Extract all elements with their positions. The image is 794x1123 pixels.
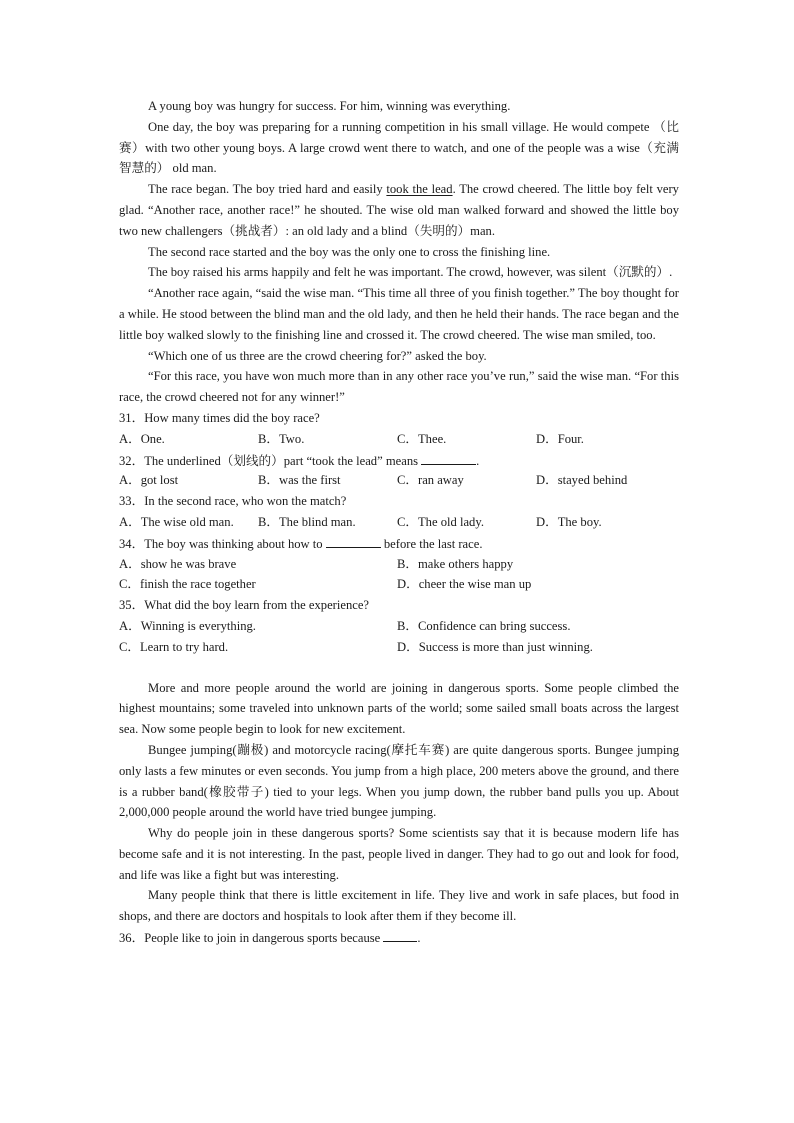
option-b[interactable]: B．make others happy: [397, 556, 514, 571]
option-b[interactable]: B．Two.: [258, 431, 305, 446]
passage2-paragraph: Many people think that there is little excitement in life. They live and work in safe places, but food in shops, and there are doctors and hospitals to look after them if they become ill.: [119, 888, 679, 924]
underlined-phrase: took the lead: [386, 182, 453, 197]
options-row-33: [119, 512, 679, 533]
option-a[interactable]: A．Winning is everything.: [119, 618, 256, 633]
passage2-paragraph: Why do people join in these dangerous sports? Some scientists say that it is because modern life has become safe and it is not interesting. In the past, people lived in danger. They had to go out and look for food, and life was like a fight but was interesting.: [119, 826, 679, 882]
option-b[interactable]: B．The blind man.: [258, 514, 356, 529]
passage1-paragraph: A young boy was hungry for success. For him, winning was everything.: [148, 99, 511, 113]
option-d[interactable]: D．cheer the wise man up: [397, 577, 532, 592]
option-c[interactable]: C．Thee.: [397, 431, 447, 446]
passage1-paragraph: [119, 179, 679, 241]
options-row-35-cd: [119, 637, 679, 658]
question-stem-32: [119, 450, 679, 471]
worksheet-page: [119, 96, 679, 948]
option-a[interactable]: A．show he was brave: [119, 556, 237, 571]
option-b[interactable]: B．Confidence can bring success.: [397, 618, 571, 633]
stem-text: before the last race.: [380, 536, 483, 551]
option-c[interactable]: C．finish the race together: [119, 577, 256, 592]
options-row-35-ab: [119, 616, 679, 637]
question-stem-36: [119, 927, 679, 948]
option-c[interactable]: C．ran away: [397, 473, 464, 488]
stem-text: 32．The underlined（划线的）part “took the lead” means: [119, 453, 422, 468]
option-a[interactable]: A．One.: [119, 431, 165, 446]
option-c[interactable]: C．The old lady.: [397, 514, 484, 529]
answer-blank[interactable]: [326, 533, 381, 548]
passage1-paragraph: “Which one of us three are the crowd cheering for?” asked the boy.: [148, 348, 487, 363]
passage1-text: The race began. The boy tried hard and easily: [148, 182, 387, 197]
question-stem-31: 31．How many times did the boy race?: [119, 410, 320, 425]
option-a[interactable]: A．got lost: [119, 473, 179, 488]
passage1-paragraph: “Another race again, “said the wise man. “This time all three of you finish together.” The boy thought for a while. He stood between the blind man and the old lady, and then he held their hands. The race began and the little boy walked slowly to the finishing line and crossed it. The crowd cheered. The wise man smiled, too.: [119, 286, 679, 342]
passage1-paragraph: One day, the boy was preparing for a running competition in his small village. He would compete （比赛）with two other young boys. A large crowd went there to watch, and one of the people was a wise（充满智慧的） old man.: [119, 119, 679, 176]
passage1-text: . The crowd cheered. The little boy felt very glad. “Another race, another race!” he shouted. The wise old man walked forward and showed the little boy two new challengers（挑战者）: an old lady and a blind（失明的）man.: [119, 182, 679, 238]
options-row-34-ab: [119, 554, 679, 575]
answer-blank[interactable]: [383, 927, 417, 942]
option-d[interactable]: D．The boy.: [536, 514, 602, 529]
passage2-paragraph: More and more people around the world are joining in dangerous sports. Some people climbed the highest mountains; some traveled into unknown parts of the world; some sailed small boats across the largest sea. Now some people begin to look for new excitement.: [119, 680, 679, 737]
stem-text: 34．The boy was thinking about how to: [119, 536, 326, 551]
option-d[interactable]: D．stayed behind: [536, 473, 628, 488]
options-row-32: [119, 470, 679, 491]
option-a[interactable]: A．The wise old man.: [119, 514, 234, 529]
question-stem-34: [119, 533, 679, 554]
stem-text: .: [417, 931, 421, 946]
stem-text: .: [476, 453, 480, 468]
reading-passage-2: [119, 678, 679, 928]
passage1-paragraph: The second race started and the boy was the only one to cross the finishing line.: [148, 244, 551, 259]
passage2-paragraph: Bungee jumping(蹦极) and motorcycle racing(摩托车赛) are quite dangerous sports. Bungee jumping only lasts a few minutes or even seconds. You jump from a high place, 200 meters above the ground, and there is a rubber band(橡胶带子) tied to your legs. When you jump down, the rubber band pulls you up. About 2,000,000 people around the world have tried bungee jumping.: [119, 742, 679, 820]
question-stem-33: 33．In the second race, who won the match?: [119, 494, 347, 509]
options-row-31: [119, 429, 679, 450]
options-row-34-cd: [119, 574, 679, 595]
passage1-paragraph: “For this race, you have won much more than in any other race you’ve run,” said the wise man. “For this race, the crowd cheered not for any winner!”: [119, 369, 679, 405]
reading-passage-1: [119, 96, 679, 408]
option-d[interactable]: D．Four.: [536, 431, 584, 446]
question-stem-35: 35．What did the boy learn from the experience?: [119, 598, 370, 613]
option-d[interactable]: D．Success is more than just winning.: [397, 639, 593, 654]
passage1-paragraph: The boy raised his arms happily and felt he was important. The crowd, however, was silent（沉默的）.: [148, 265, 673, 280]
stem-text: 36．People like to join in dangerous sports because: [119, 931, 384, 946]
option-b[interactable]: B．was the first: [258, 473, 341, 488]
option-c[interactable]: C．Learn to try hard.: [119, 639, 229, 654]
section-gap: [119, 658, 679, 678]
answer-blank[interactable]: [421, 450, 476, 465]
question-block-1: [119, 408, 679, 658]
